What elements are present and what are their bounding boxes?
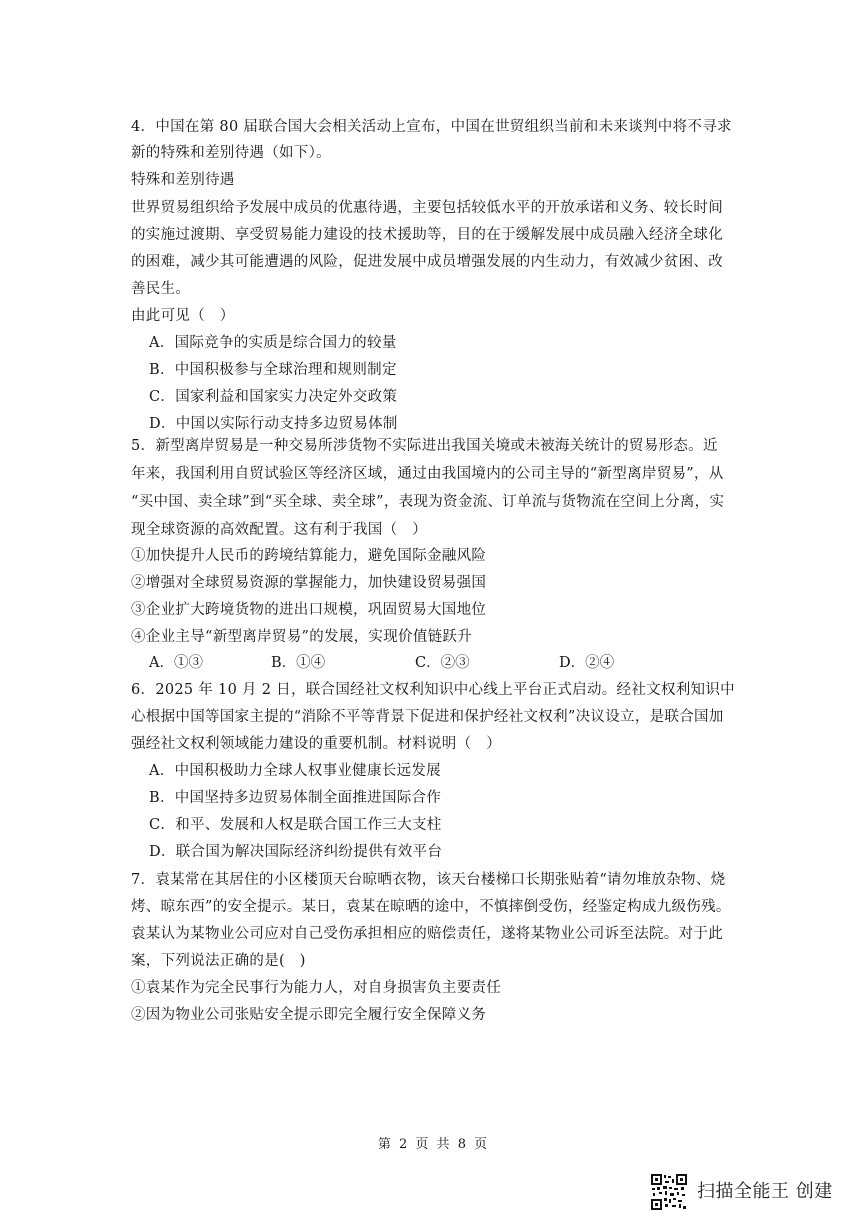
- question-5-stem-line: 年来，我国利用自贸试验区等经济区域，通过由我国境内的公司主导的“新型离岸贸易”，从: [131, 466, 724, 482]
- question-6-option-a: A．中国积极助力全球人权事业健康长远发展: [149, 763, 441, 779]
- question-4-material-line: 的困难，减少其可能遭遇的风险，促进发展中成员增强发展的内生动力，有效减少贫困、改: [131, 254, 723, 270]
- question-5-choices: [149, 653, 709, 673]
- watermark-text: 扫描全能王 创建: [697, 1181, 833, 1202]
- question-4-option-a: A．国际竞争的实质是综合国力的较量: [149, 335, 397, 351]
- question-7-statement-2: ②因为物业公司张贴安全提示即完全履行安全保障义务: [131, 1007, 487, 1023]
- question-6-option-c: C．和平、发展和人权是联合国工作三大支柱: [149, 817, 442, 833]
- question-4-stem-line: 新的特殊和差别待遇（如下）。: [131, 145, 331, 161]
- question-4-option-c: C．国家利益和国家实力决定外交政策: [149, 389, 398, 405]
- question-4-material-title: 特殊和差别待遇: [131, 172, 235, 188]
- question-4-material-line: 善民生。: [131, 281, 191, 297]
- question-5-stem-line: 5．新型离岸贸易是一种交易所涉货物不实际进出我国关境或未被海关统计的贸易形态。近: [131, 438, 718, 454]
- question-7-stem-line: 烤、晾东西”的安全提示。某日，袁某在晾晒的途中，不慎摔倒受伤，经鉴定构成九级伤残。: [131, 899, 731, 915]
- question-5-stem-line: 现全球资源的高效配置。这有利于我国（ ）: [131, 522, 427, 538]
- question-5-choice-b: B．①④: [271, 655, 326, 671]
- question-4-option-d: D．中国以实际行动支持多边贸易体制: [149, 416, 398, 432]
- question-4-option-b: B．中国积极参与全球治理和规则制定: [149, 362, 397, 378]
- question-6-stem-line: 强经社文权利领域能力建设的重要机制。材料说明（ ）: [131, 736, 501, 752]
- question-6-option-b: B．中国坚持多边贸易体制全面推进国际合作: [149, 790, 442, 806]
- question-5-choice-c: C．②③: [415, 655, 470, 671]
- page-number: 第 2 页 共 8 页: [377, 1137, 490, 1152]
- question-5-statement-4: ④企业主导“新型离岸贸易”的发展，实现价值链跃升: [131, 629, 473, 645]
- question-7-statement-1: ①袁某作为完全民事行为能力人，对自身损害负主要责任: [131, 980, 501, 996]
- question-5-statement-1: ①加快提升人民币的跨境结算能力，避免国际金融风险: [131, 548, 487, 564]
- question-7-stem-line: 袁某认为某物业公司应对自己受伤承担相应的赔偿责任，遂将某物业公司诉至法院。对于此: [131, 926, 723, 942]
- question-5-statement-3: ③企业扩大跨境货物的进出口规模，巩固贸易大国地位: [131, 602, 487, 618]
- question-7-stem-line: 7．袁某常在其居住的小区楼顶天台晾晒衣物，该天台楼梯口长期张贴着“请勿堆放杂物、烧: [131, 872, 726, 888]
- question-5-stem-line: “买中国、卖全球”到“买全球、卖全球”，表现为资金流、订单流与货物流在空间上分离，实: [131, 494, 725, 510]
- question-6-stem-line: 心根据中国等国家主提的“消除不平等背景下促进和保护经社文权利”决议设立，是联合国加: [131, 709, 724, 725]
- question-5-statement-2: ②增强对全球贸易资源的掌握能力，加快建设贸易强国: [131, 575, 487, 591]
- question-7-stem-line: 案，下列说法正确的是( ): [131, 953, 306, 969]
- scanner-watermark: [651, 1174, 851, 1214]
- question-4-prompt: 由此可见（ ）: [131, 308, 235, 324]
- question-4-material-line: 的实施过渡期、享受贸易能力建设的技术援助等，目的在于缓解发展中成员融入经济全球化: [131, 227, 723, 243]
- question-4-stem-line: 4．中国在第 80 届联合国大会相关活动上宣布，中国在世贸组织当前和未来谈判中将不寻求: [131, 119, 732, 135]
- question-4-material-line: 世界贸易组织给予发展中成员的优惠待遇，主要包括较低水平的开放承诺和义务、较长时间: [131, 200, 723, 216]
- question-6-option-d: D．联合国为解决国际经济纠纷提供有效平台: [149, 844, 443, 860]
- question-5-choice-a: A．①③: [149, 655, 203, 671]
- question-6-stem-line: 6．2025 年 10 月 2 日，联合国经社文权利知识中心线上平台正式启动。经社文权利知识中: [131, 682, 735, 698]
- question-5-choice-d: D．②④: [559, 655, 615, 671]
- qr-code-icon: [651, 1174, 687, 1210]
